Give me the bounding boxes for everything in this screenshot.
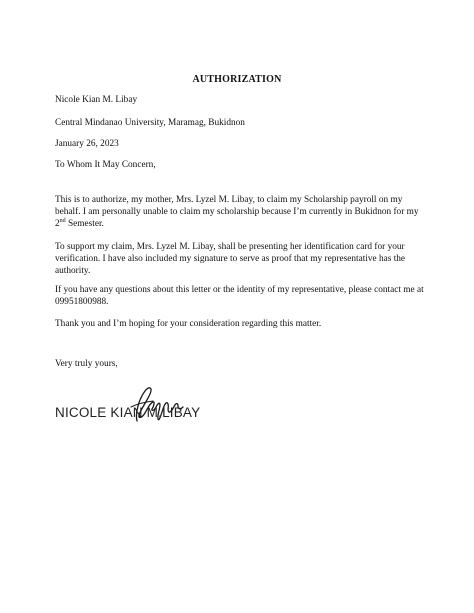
paragraph-authorization-end: Semester. [65, 219, 104, 229]
letter-date: January 26, 2023 [55, 139, 119, 149]
signature-printed-name: NICOLE KIAN M.LIBAY [55, 405, 201, 420]
ordinal-suffix: nd [59, 217, 66, 224]
sender-address: Central Mindanao University, Maramag, Bukidnon [55, 118, 245, 128]
paragraph-authorization [55, 194, 425, 230]
letter-title: AUTHORIZATION [192, 74, 282, 85]
paragraph-contact: If you have any questions about this letter or the identity of my representative, please contact me at 09951800988. [55, 285, 424, 307]
paragraph-authorization-text: This is to authorize, my mother, Mrs. Lyzel M. Libay, to claim my Scholarship payroll on my behalf. I am personally unable to claim my scholarship because I’m currently in Bukidnon for my 2 [55, 195, 419, 229]
signature-block [55, 385, 295, 435]
closing: Very truly yours, [55, 359, 118, 369]
paragraph-support: To support my claim, Mrs. Lyzel M. Libay, shall be presenting her identification card for your verification. I have also included my signature to serve as proof that my representative has the authority. [55, 242, 406, 276]
paragraph-thanks: Thank you and I’m hoping for your consideration regarding this matter. [55, 319, 322, 329]
sender-name: Nicole Kian M. Libay [55, 95, 138, 105]
salutation: To Whom It May Concern, [55, 160, 156, 170]
